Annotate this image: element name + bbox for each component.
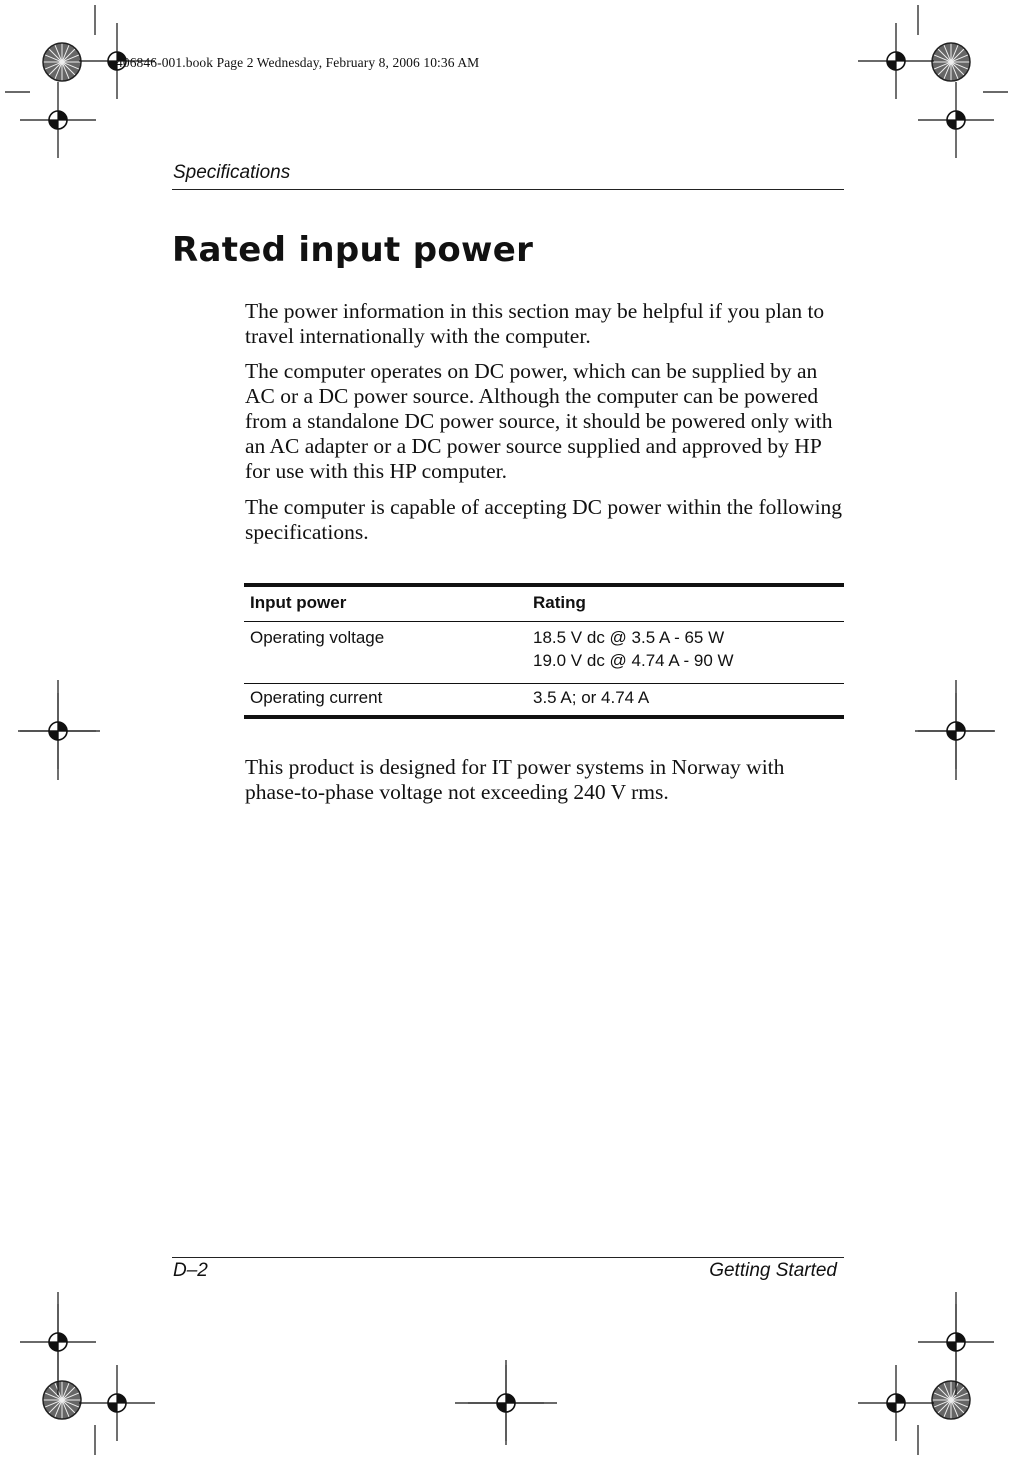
- column-header-input-power: Input power: [250, 593, 347, 612]
- footer-page-number: D–2: [173, 1260, 208, 1281]
- voltage-rating-90w: 19.0 V dc @ 4.74 A - 90 W: [533, 650, 734, 670]
- paragraph-specs-intro: The computer is capable of accepting DC power within the following specifications.: [245, 495, 843, 544]
- table-row: [244, 621, 844, 683]
- paragraph-dc-power: The computer operates on DC power, which can be supplied by an AC or a DC power source. Although the computer can be powered from a standalone DC power source, it should be powered only with an AC adapter or a DC power source supplied and approved by HP for use with this HP computer.: [245, 359, 833, 483]
- row-value-operating-current: 3.5 A; or 4.74 A: [533, 687, 650, 707]
- footer-rule: [172, 1257, 844, 1258]
- star-target-bottom-right: [932, 1381, 970, 1419]
- voltage-rating-65w: 18.5 V dc @ 3.5 A - 65 W: [533, 627, 725, 647]
- book-slug: 406846-001.book Page 2 Wednesday, February 8, 2006 10:36 AM: [116, 55, 480, 70]
- row-label-operating-voltage: Operating voltage: [250, 627, 385, 647]
- footer-book-title: Getting Started: [709, 1260, 837, 1281]
- star-target-top-right: [932, 43, 970, 81]
- running-header: Specifications: [173, 162, 291, 183]
- row-label-operating-current: Operating current: [250, 687, 383, 707]
- table-header-row: [244, 585, 844, 621]
- column-header-rating: Rating: [533, 593, 586, 612]
- input-power-table: [244, 583, 844, 719]
- row-values-operating-voltage: [527, 621, 844, 683]
- section-title: Rated input power: [172, 230, 534, 270]
- header-rule: [172, 189, 844, 190]
- paragraph-intro: The power information in this section may be helpful if you plan to travel internationally with the computer.: [245, 299, 825, 348]
- star-target-top-left: [43, 43, 81, 81]
- table-row: [244, 683, 844, 717]
- paragraph-norway-note: This product is designed for IT power systems in Norway with phase-to-phase voltage not exceeding 240 V rms.: [245, 755, 785, 804]
- star-target-bottom-left: [43, 1381, 81, 1419]
